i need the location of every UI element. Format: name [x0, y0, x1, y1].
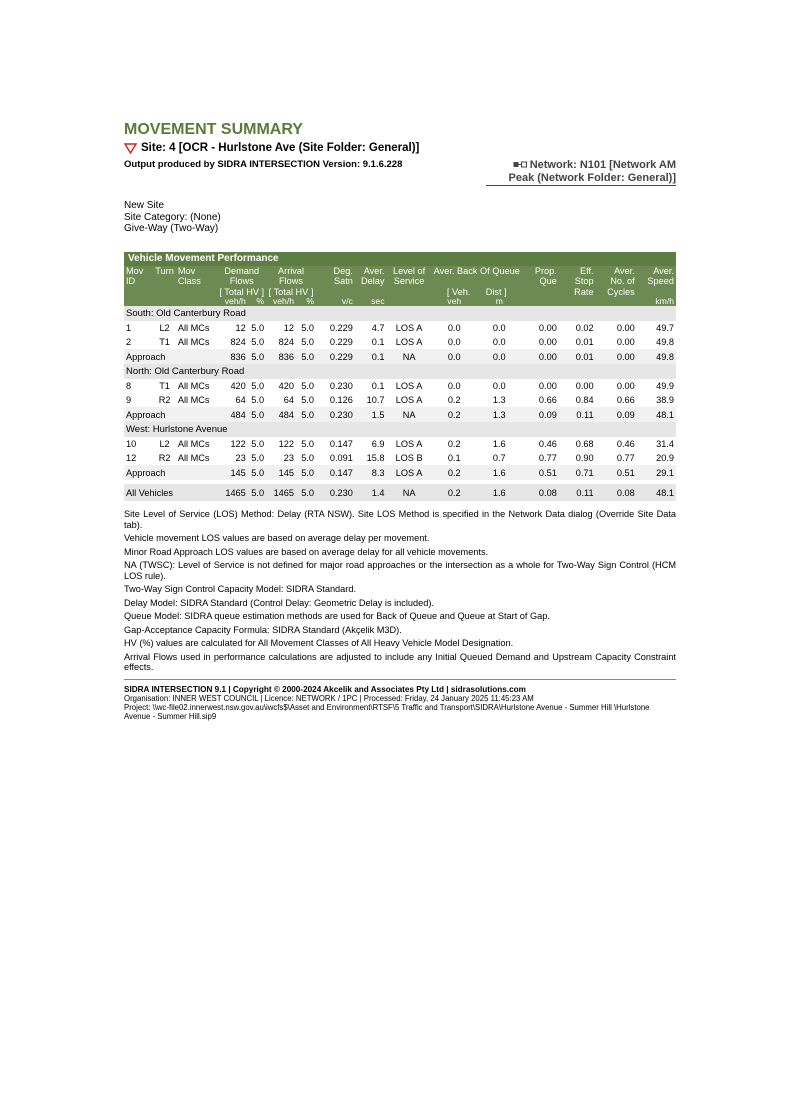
table-cell: 0.230	[316, 484, 355, 501]
table-cell: 5.0	[251, 395, 265, 405]
table-cell: 0.51	[596, 465, 637, 480]
table-cell: 5.0	[248, 407, 266, 422]
table-cell: 0.08	[596, 484, 637, 501]
table-cell: 484	[266, 407, 296, 422]
footer	[124, 679, 676, 721]
table-row	[124, 393, 676, 407]
section-header: West: Hurlstone Avenue	[124, 422, 676, 437]
table-cell: All MCs	[177, 381, 210, 391]
header-demand-flows: Demand Flows [ Total HV ]	[219, 265, 265, 297]
header-level-of-service: Level of Service	[387, 266, 432, 298]
table-cell: 0.0	[447, 337, 461, 347]
table-cell: 0.11	[559, 407, 596, 422]
table-cell: 0.00	[538, 337, 557, 347]
table-cell: 2	[126, 337, 132, 347]
site-line	[124, 142, 676, 154]
table-cell: 0.0	[492, 337, 506, 347]
table-cell: 38.9	[656, 395, 674, 405]
header-mov-class: Mov Class	[176, 266, 217, 298]
table-cell: LOS B	[395, 453, 423, 463]
report-page	[124, 120, 676, 721]
table-cell: NA	[387, 349, 432, 364]
table-cell: 0.51	[522, 465, 559, 480]
table-cell: 0.091	[329, 453, 353, 463]
table-cell: L2	[159, 323, 170, 333]
note: Minor Road Approach LOS values are based on average delay for all vehicle movements.	[124, 546, 489, 557]
table-cell: 49.9	[656, 381, 674, 391]
table-cell: All MCs	[177, 395, 210, 405]
table-cell: 0.00	[616, 337, 635, 347]
table-cell: 5.0	[301, 453, 314, 463]
header-arrival-flows: Arrival Flows [ Total HV ]	[266, 266, 316, 298]
table-cell: 0.01	[559, 349, 596, 364]
header-eff-stop-rate: Eff. Stop Rate	[559, 266, 596, 298]
units-row: veh/h % veh/h % v/c sec veh m km/h	[124, 297, 676, 306]
table-cell: 23	[235, 453, 246, 463]
table-cell: 145	[266, 465, 296, 480]
meta-control-type: Give-Way (Two-Way)	[124, 223, 219, 234]
table-cell: 5.0	[251, 453, 265, 463]
table-cell: 824	[278, 337, 295, 347]
footer-project: Project: \\wc-file02.innerwest.nsw.gov.au\iwcfs$\Asset and Environment\RTSF\5 Traffic and Transport\SIDRA\Hurlstone Avenue - Summer Hill \Hurlstone Avenue - Summer Hill.sip9	[124, 702, 650, 721]
table-cell: LOS A	[395, 381, 423, 391]
table-cell: 0.00	[616, 323, 635, 333]
table-row	[124, 335, 676, 349]
table-cell: 5.0	[296, 407, 316, 422]
table-cell: 0.2	[447, 395, 461, 405]
header-aver-delay: Aver. Delay	[355, 266, 387, 298]
table-cell: 0.147	[316, 465, 355, 480]
table-cell: 0.0	[432, 349, 477, 364]
table-row	[124, 379, 676, 393]
table-cell: 836	[217, 349, 247, 364]
table-cell: 0.2	[432, 407, 477, 422]
table-cell: 8.3	[355, 465, 387, 480]
table-cell: 0.229	[329, 323, 353, 333]
note: NA (TWSC): Level of Service is not defined for major road approaches or the intersection as a whole for Two-Way Sign Control (HCM LOS rule).	[124, 560, 676, 581]
table-cell: 9	[126, 395, 132, 405]
table-cell: LOS A	[395, 323, 423, 333]
table-cell: T1	[159, 337, 170, 347]
table-cell: 23	[283, 453, 295, 463]
table-cell: 5.0	[251, 439, 265, 449]
header-no-of-cycles: Aver. No. of Cycles	[596, 266, 637, 298]
table-cell: 0.229	[329, 337, 353, 347]
table-cell: 12	[126, 453, 137, 463]
table-cell: 0.68	[575, 439, 594, 449]
header-back-of-queue: Aver. Back Of Queue [ Veh. Dist ]	[433, 265, 520, 297]
table-cell: 0.01	[575, 337, 594, 347]
table-cell: T1	[159, 381, 170, 391]
produced-by: Output produced by SIDRA INTERSECTION Version: 9.1.6.228	[124, 159, 403, 170]
note: Vehicle movement LOS values are based on average delay per movement.	[124, 533, 430, 543]
table-cell: 1.3	[477, 407, 522, 422]
table-cell: All MCs	[177, 453, 210, 463]
network-title	[486, 159, 676, 186]
table-cell: 5.0	[301, 337, 314, 347]
table-cell: 0.77	[616, 453, 635, 463]
table-cell: 1.6	[477, 484, 522, 501]
table-cell: L2	[159, 439, 170, 449]
table-row	[124, 321, 676, 335]
network-icon	[513, 161, 527, 169]
note: Two-Way Sign Control Capacity Model: SIDRA Standard.	[124, 584, 356, 594]
table-cell: 49.7	[656, 323, 674, 333]
table-cell: 0.2	[447, 439, 461, 449]
table-cell: 420	[230, 381, 246, 391]
table-cell: 0.00	[596, 349, 637, 364]
table-cell: 1.5	[355, 407, 387, 422]
table-cell: 0.00	[522, 349, 559, 364]
table-cell: 1.6	[477, 465, 522, 480]
header-prop-que: Prop. Que	[522, 266, 559, 298]
table-cell: 0.0	[477, 349, 522, 364]
note: Gap-Acceptance Capacity Formula: SIDRA Standard (Akçelik M3D).	[124, 624, 402, 635]
table-cell: 824	[230, 337, 246, 347]
table-cell: LOS A	[395, 439, 423, 449]
approach-label: Approach	[124, 349, 217, 364]
table-cell: 5.0	[296, 349, 316, 364]
table-cell: 0.229	[316, 349, 355, 364]
table-body	[124, 306, 676, 501]
table-cell: 48.1	[637, 407, 676, 422]
table-cell: 0.08	[522, 484, 559, 501]
approach-row	[124, 465, 676, 480]
table-cell: 0.71	[559, 465, 596, 480]
table-cell: 0.84	[575, 395, 594, 405]
table-cell: 0.09	[522, 407, 559, 422]
table-cell: 29.1	[637, 465, 676, 480]
section-header: North: Old Canterbury Road	[124, 364, 676, 379]
all-vehicles-label: All Vehicles	[124, 484, 217, 501]
footer-organisation: Organisation: INNER WEST COUNCIL | Licence: NETWORK / 1PC | Processed: Friday, 24 January 2025 11:45:23 AM	[124, 693, 534, 703]
meta-site-name: New Site	[124, 200, 165, 211]
table-cell: 15.8	[366, 453, 385, 463]
approach-label: Approach	[124, 407, 217, 422]
table-cell: 122	[278, 439, 295, 449]
table-cell: 31.4	[656, 439, 674, 449]
table-cell: 0.230	[316, 407, 355, 422]
table-cell: 0.1	[371, 337, 385, 347]
table-cell: 12	[283, 323, 295, 333]
table-cell: 0.09	[596, 407, 637, 422]
header-aver-speed: Aver. Speed	[637, 266, 676, 298]
site-triangle-icon	[124, 143, 137, 154]
table-cell: 0.0	[492, 381, 506, 391]
table-cell: 20.9	[656, 453, 674, 463]
note: Delay Model: SIDRA Standard (Control Delay: Geometric Delay is included).	[124, 597, 434, 608]
table-cell: 5.0	[251, 337, 265, 347]
table-cell: 122	[230, 439, 246, 449]
table-cell: 6.9	[371, 439, 385, 449]
table-cell: 0.2	[432, 465, 477, 480]
table-cell: 0.66	[538, 395, 557, 405]
table-cell: 0.7	[492, 453, 506, 463]
header-turn: Turn	[153, 266, 176, 298]
table-cell: LOS A	[395, 395, 423, 405]
note: Site Level of Service (LOS) Method: Delay (RTA NSW). Site LOS Method is specified in the Network Data dialog (Override Site Data tab).	[124, 509, 676, 530]
approach-row	[124, 407, 676, 422]
table-cell: 0.90	[575, 453, 594, 463]
notes	[124, 509, 676, 673]
table-cell: LOS A	[395, 337, 423, 347]
footer-copyright: SIDRA INTERSECTION 9.1 | Copyright © 2000-2024 Akcelik and Associates Pty Ltd | sidrasolutions.com	[124, 684, 526, 694]
table-cell: 0.0	[447, 381, 461, 391]
table-cell: 5.0	[296, 484, 316, 501]
table-cell: 64	[235, 395, 246, 405]
table-cell: 5.0	[301, 395, 314, 405]
table-cell: 1	[126, 323, 132, 333]
table-cell: 5.0	[296, 465, 316, 480]
table-cell: 1.3	[492, 395, 506, 405]
table-cell: 5.0	[248, 349, 266, 364]
table-cell: 10.7	[366, 395, 385, 405]
table-cell: 5.0	[248, 484, 266, 501]
table-cell: 0.46	[538, 439, 557, 449]
table-cell: 0.126	[329, 395, 353, 405]
table-cell: 0.77	[538, 453, 557, 463]
network-line-1: Network: N101 [Network AM	[529, 159, 676, 171]
table-cell: R2	[158, 395, 171, 405]
section-header: South: Old Canterbury Road	[124, 306, 676, 321]
movement-performance-table	[124, 252, 676, 502]
table-cell: 1465	[217, 484, 247, 501]
table-cell: 0.1	[371, 381, 385, 391]
table-cell: All MCs	[177, 439, 210, 449]
table-cell: 5.0	[251, 381, 265, 391]
table-cell: 49.8	[637, 349, 676, 364]
table-cell: LOS A	[387, 465, 432, 480]
table-cell: 0.02	[575, 323, 594, 333]
table-cell: 0.1	[355, 349, 387, 364]
table-cell: 48.1	[637, 484, 676, 501]
table-cell: 420	[278, 381, 295, 391]
table-cell: 0.00	[616, 381, 635, 391]
table-cell: 4.7	[371, 323, 385, 333]
table-cell: 0.147	[329, 439, 353, 449]
table-cell: 0.00	[575, 381, 594, 391]
header-mov-id: Mov ID	[124, 266, 153, 298]
meta-site-category: Site Category: (None)	[124, 211, 221, 223]
table-cell: 1.6	[492, 439, 506, 449]
network-line-2: Peak (Network Folder: General)]	[508, 172, 676, 184]
table-title: Vehicle Movement Performance	[124, 252, 676, 266]
all-vehicles-row	[124, 484, 676, 501]
table-cell: 0.0	[492, 323, 506, 333]
table-cell: 64	[283, 395, 295, 405]
table-cell: All MCs	[177, 323, 210, 333]
table-cell: 1.4	[355, 484, 387, 501]
table-cell: 0.230	[329, 381, 353, 391]
table-cell: 0.1	[447, 453, 461, 463]
table-cell: 836	[266, 349, 296, 364]
table-cell: 5.0	[248, 465, 266, 480]
table-cell: 0.46	[616, 439, 635, 449]
header-deg-satn: Deg. Satn	[316, 266, 355, 298]
table-cell: 5.0	[301, 381, 314, 391]
approach-label: Approach	[124, 465, 217, 480]
table-cell: R2	[158, 453, 171, 463]
table-cell: 145	[217, 465, 247, 480]
approach-row	[124, 349, 676, 364]
table-row	[124, 451, 676, 465]
note: HV (%) values are calculated for All Movement Classes of All Heavy Vehicle Model Designation.	[124, 638, 514, 648]
page-title: MOVEMENT SUMMARY	[124, 121, 303, 138]
note: Queue Model: SIDRA queue estimation methods are used for Back of Queue and Queue at Start of Gap.	[124, 611, 550, 621]
table-cell: 0.2	[432, 484, 477, 501]
table-cell: 0.66	[616, 395, 635, 405]
table-row	[124, 437, 676, 451]
table-cell: 8	[126, 381, 132, 391]
table-cell: 5.0	[301, 323, 314, 333]
table-cell: 49.8	[656, 337, 674, 347]
table-cell: All MCs	[177, 337, 210, 347]
table-cell: NA	[387, 484, 432, 501]
table-cell: 0.00	[538, 381, 557, 391]
site-meta	[124, 200, 676, 235]
table-cell: 10	[126, 439, 137, 449]
table-cell: 484	[217, 407, 247, 422]
table-cell: 5.0	[301, 439, 314, 449]
table-cell: 0.0	[447, 323, 461, 333]
table-cell: 5.0	[251, 323, 265, 333]
site-title: Site: 4 [OCR - Hurlstone Ave (Site Folder: General)]	[141, 142, 420, 154]
table-cell: NA	[387, 407, 432, 422]
note: Arrival Flows used in performance calculations are adjusted to include any Initial Queued Demand and Upstream Capacity Constraint effects.	[124, 651, 676, 672]
table-cell: 0.11	[559, 484, 596, 501]
table-cell: 0.00	[538, 323, 557, 333]
table-cell: 12	[235, 323, 246, 333]
table-cell: 1465	[266, 484, 296, 501]
